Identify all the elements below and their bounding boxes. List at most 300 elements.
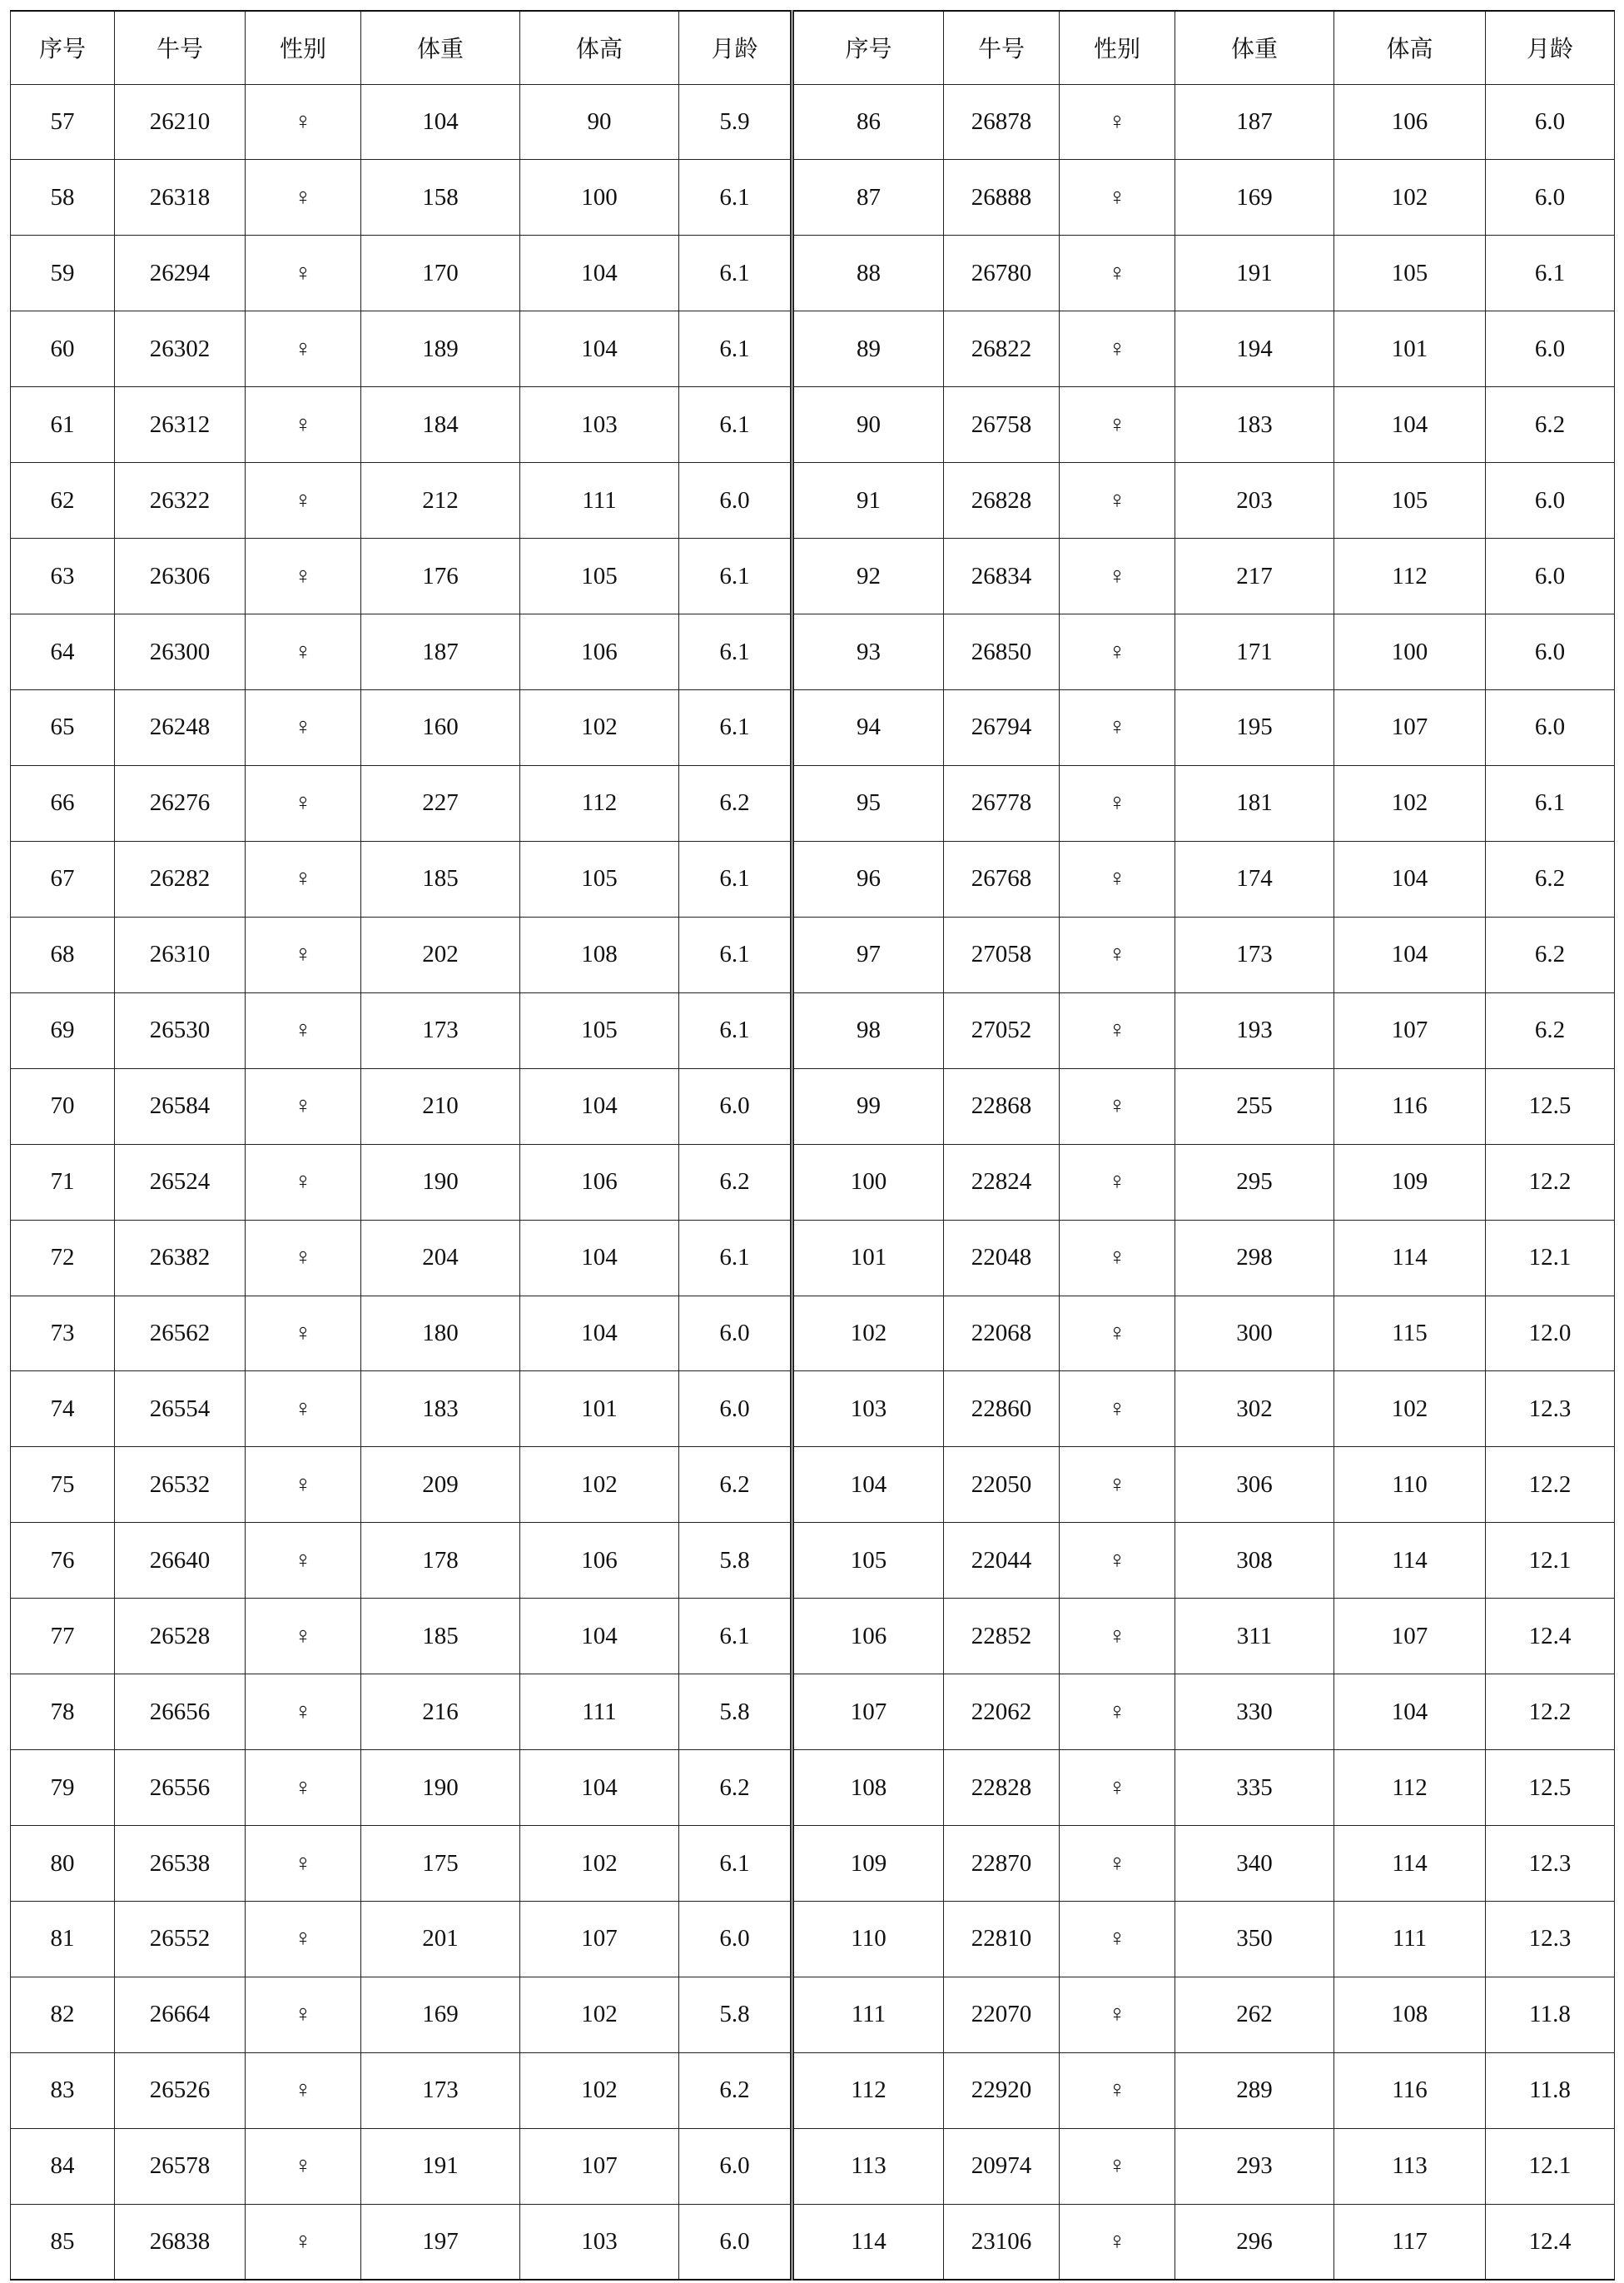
cell-age-months: 6.1 bbox=[1486, 236, 1615, 311]
table-row bbox=[11, 1674, 1615, 1750]
cell-cattle-id: 26656 bbox=[115, 1674, 246, 1750]
cell-weight: 340 bbox=[1175, 1826, 1334, 1902]
cell-index: 65 bbox=[11, 690, 115, 766]
cell-height: 108 bbox=[1334, 1977, 1486, 2052]
cell-weight: 178 bbox=[361, 1523, 520, 1599]
header-age-months: 月龄 bbox=[679, 11, 792, 84]
cell-sex: ♀ bbox=[246, 841, 361, 917]
cell-cattle-id: 22828 bbox=[944, 1750, 1060, 1826]
cell-age-months: 12.1 bbox=[1486, 1523, 1615, 1599]
header-weight: 体重 bbox=[361, 11, 520, 84]
cell-height: 104 bbox=[1334, 1674, 1486, 1750]
cell-weight: 173 bbox=[1175, 917, 1334, 992]
cell-height: 100 bbox=[1334, 614, 1486, 690]
table-row bbox=[11, 2052, 1615, 2128]
cell-weight: 295 bbox=[1175, 1144, 1334, 1220]
cell-index: 72 bbox=[11, 1220, 115, 1296]
cell-weight: 176 bbox=[361, 539, 520, 614]
cell-index: 61 bbox=[11, 387, 115, 463]
cell-sex: ♀ bbox=[246, 690, 361, 766]
cell-height: 103 bbox=[520, 2204, 679, 2280]
table-row bbox=[11, 160, 1615, 236]
cell-height: 112 bbox=[520, 765, 679, 841]
table-row bbox=[11, 1068, 1615, 1144]
cell-age-months: 5.8 bbox=[679, 1523, 792, 1599]
cell-age-months: 12.1 bbox=[1486, 2128, 1615, 2204]
cell-weight: 217 bbox=[1175, 539, 1334, 614]
cell-index: 93 bbox=[792, 614, 944, 690]
cell-sex: ♀ bbox=[1060, 1902, 1175, 1977]
cell-age-months: 6.0 bbox=[1486, 539, 1615, 614]
cell-age-months: 11.8 bbox=[1486, 1977, 1615, 2052]
cell-sex: ♀ bbox=[1060, 1220, 1175, 1296]
cell-index: 70 bbox=[11, 1068, 115, 1144]
cell-weight: 350 bbox=[1175, 1902, 1334, 1977]
table-row bbox=[11, 539, 1615, 614]
cell-height: 107 bbox=[1334, 690, 1486, 766]
cell-age-months: 6.0 bbox=[1486, 311, 1615, 387]
cell-weight: 190 bbox=[361, 1750, 520, 1826]
cell-sex: ♀ bbox=[246, 1674, 361, 1750]
table-row bbox=[11, 463, 1615, 539]
cell-cattle-id: 26276 bbox=[115, 765, 246, 841]
cell-weight: 330 bbox=[1175, 1674, 1334, 1750]
cell-cattle-id: 26778 bbox=[944, 765, 1060, 841]
cell-sex: ♀ bbox=[1060, 1599, 1175, 1674]
cell-cattle-id: 26302 bbox=[115, 311, 246, 387]
cell-cattle-id: 26664 bbox=[115, 1977, 246, 2052]
cell-weight: 184 bbox=[361, 387, 520, 463]
cell-cattle-id: 26838 bbox=[115, 2204, 246, 2280]
cell-weight: 262 bbox=[1175, 1977, 1334, 2052]
table-row bbox=[11, 1296, 1615, 1371]
cell-sex: ♀ bbox=[1060, 690, 1175, 766]
cell-cattle-id: 26552 bbox=[115, 1902, 246, 1977]
cell-cattle-id: 26878 bbox=[944, 84, 1060, 160]
cell-sex: ♀ bbox=[1060, 1523, 1175, 1599]
cell-cattle-id: 20974 bbox=[944, 2128, 1060, 2204]
cell-cattle-id: 26306 bbox=[115, 539, 246, 614]
cell-weight: 183 bbox=[1175, 387, 1334, 463]
cell-height: 107 bbox=[1334, 992, 1486, 1068]
cell-age-months: 12.5 bbox=[1486, 1068, 1615, 1144]
cell-age-months: 6.2 bbox=[1486, 992, 1615, 1068]
cell-index: 74 bbox=[11, 1371, 115, 1447]
cell-height: 101 bbox=[520, 1371, 679, 1447]
cell-height: 106 bbox=[520, 1144, 679, 1220]
cell-age-months: 11.8 bbox=[1486, 2052, 1615, 2128]
cell-cattle-id: 26248 bbox=[115, 690, 246, 766]
cell-cattle-id: 26780 bbox=[944, 236, 1060, 311]
table-row bbox=[11, 1220, 1615, 1296]
cell-sex: ♀ bbox=[1060, 1674, 1175, 1750]
cell-age-months: 6.2 bbox=[679, 1750, 792, 1826]
cell-weight: 173 bbox=[361, 2052, 520, 2128]
cell-height: 104 bbox=[1334, 917, 1486, 992]
cell-height: 104 bbox=[520, 1750, 679, 1826]
header-index: 序号 bbox=[792, 11, 944, 84]
cell-index: 81 bbox=[11, 1902, 115, 1977]
cell-cattle-id: 26538 bbox=[115, 1826, 246, 1902]
cell-weight: 212 bbox=[361, 463, 520, 539]
cell-age-months: 6.2 bbox=[1486, 387, 1615, 463]
cell-height: 100 bbox=[520, 160, 679, 236]
cell-weight: 289 bbox=[1175, 2052, 1334, 2128]
cell-sex: ♀ bbox=[246, 1220, 361, 1296]
cell-weight: 169 bbox=[361, 1977, 520, 2052]
cell-sex: ♀ bbox=[1060, 1068, 1175, 1144]
cell-index: 107 bbox=[792, 1674, 944, 1750]
cell-index: 90 bbox=[792, 387, 944, 463]
cell-index: 102 bbox=[792, 1296, 944, 1371]
cell-cattle-id: 26562 bbox=[115, 1296, 246, 1371]
cell-sex: ♀ bbox=[246, 1826, 361, 1902]
cell-sex: ♀ bbox=[1060, 539, 1175, 614]
cell-weight: 298 bbox=[1175, 1220, 1334, 1296]
cell-cattle-id: 22824 bbox=[944, 1144, 1060, 1220]
cell-weight: 311 bbox=[1175, 1599, 1334, 1674]
cell-cattle-id: 22048 bbox=[944, 1220, 1060, 1296]
cell-index: 83 bbox=[11, 2052, 115, 2128]
cell-index: 64 bbox=[11, 614, 115, 690]
cell-index: 94 bbox=[792, 690, 944, 766]
cell-sex: ♀ bbox=[246, 1296, 361, 1371]
cell-index: 106 bbox=[792, 1599, 944, 1674]
cell-height: 113 bbox=[1334, 2128, 1486, 2204]
cell-height: 104 bbox=[520, 1220, 679, 1296]
cell-weight: 203 bbox=[1175, 463, 1334, 539]
cell-index: 79 bbox=[11, 1750, 115, 1826]
cell-sex: ♀ bbox=[246, 1144, 361, 1220]
cell-age-months: 6.2 bbox=[679, 1144, 792, 1220]
cell-index: 114 bbox=[792, 2204, 944, 2280]
cell-age-months: 6.1 bbox=[679, 1599, 792, 1674]
cell-index: 103 bbox=[792, 1371, 944, 1447]
cell-height: 117 bbox=[1334, 2204, 1486, 2280]
cell-sex: ♀ bbox=[1060, 236, 1175, 311]
cell-height: 114 bbox=[1334, 1523, 1486, 1599]
cell-cattle-id: 26834 bbox=[944, 539, 1060, 614]
table-row bbox=[11, 1144, 1615, 1220]
cell-sex: ♀ bbox=[246, 84, 361, 160]
cell-sex: ♀ bbox=[246, 2204, 361, 2280]
cell-index: 97 bbox=[792, 917, 944, 992]
cell-height: 115 bbox=[1334, 1296, 1486, 1371]
cell-cattle-id: 22810 bbox=[944, 1902, 1060, 1977]
cell-index: 66 bbox=[11, 765, 115, 841]
table-row bbox=[11, 1826, 1615, 1902]
cell-sex: ♀ bbox=[1060, 765, 1175, 841]
cell-cattle-id: 22870 bbox=[944, 1826, 1060, 1902]
cell-index: 69 bbox=[11, 992, 115, 1068]
cell-sex: ♀ bbox=[1060, 2052, 1175, 2128]
cell-height: 105 bbox=[520, 992, 679, 1068]
cell-index: 110 bbox=[792, 1902, 944, 1977]
cell-index: 100 bbox=[792, 1144, 944, 1220]
cell-age-months: 6.1 bbox=[679, 539, 792, 614]
cell-index: 62 bbox=[11, 463, 115, 539]
cell-sex: ♀ bbox=[246, 2052, 361, 2128]
cell-sex: ♀ bbox=[1060, 841, 1175, 917]
cell-height: 104 bbox=[1334, 841, 1486, 917]
cell-age-months: 6.1 bbox=[679, 387, 792, 463]
cell-weight: 191 bbox=[361, 2128, 520, 2204]
cell-sex: ♀ bbox=[1060, 1371, 1175, 1447]
cell-height: 102 bbox=[1334, 765, 1486, 841]
cell-height: 111 bbox=[1334, 1902, 1486, 1977]
cell-cattle-id: 26322 bbox=[115, 463, 246, 539]
cell-weight: 194 bbox=[1175, 311, 1334, 387]
cell-weight: 175 bbox=[361, 1826, 520, 1902]
cell-index: 92 bbox=[792, 539, 944, 614]
cell-index: 68 bbox=[11, 917, 115, 992]
cell-cattle-id: 26282 bbox=[115, 841, 246, 917]
cell-age-months: 6.2 bbox=[679, 2052, 792, 2128]
cell-height: 101 bbox=[1334, 311, 1486, 387]
cell-cattle-id: 26888 bbox=[944, 160, 1060, 236]
cell-age-months: 12.5 bbox=[1486, 1750, 1615, 1826]
cell-weight: 293 bbox=[1175, 2128, 1334, 2204]
cell-cattle-id: 26312 bbox=[115, 387, 246, 463]
cell-index: 60 bbox=[11, 311, 115, 387]
cell-index: 73 bbox=[11, 1296, 115, 1371]
cell-age-months: 6.0 bbox=[679, 1371, 792, 1447]
cell-weight: 191 bbox=[1175, 236, 1334, 311]
cell-height: 116 bbox=[1334, 1068, 1486, 1144]
cell-index: 111 bbox=[792, 1977, 944, 2052]
cell-weight: 183 bbox=[361, 1371, 520, 1447]
header-weight: 体重 bbox=[1175, 11, 1334, 84]
cell-index: 71 bbox=[11, 1144, 115, 1220]
cell-weight: 227 bbox=[361, 765, 520, 841]
cell-index: 91 bbox=[792, 463, 944, 539]
cell-weight: 195 bbox=[1175, 690, 1334, 766]
cell-age-months: 6.0 bbox=[679, 1296, 792, 1371]
cell-index: 67 bbox=[11, 841, 115, 917]
cell-age-months: 6.1 bbox=[679, 311, 792, 387]
header-cattle-id: 牛号 bbox=[944, 11, 1060, 84]
cell-sex: ♀ bbox=[1060, 387, 1175, 463]
cell-height: 114 bbox=[1334, 1220, 1486, 1296]
cell-weight: 104 bbox=[361, 84, 520, 160]
cell-height: 104 bbox=[520, 1599, 679, 1674]
cell-age-months: 6.2 bbox=[1486, 841, 1615, 917]
cell-sex: ♀ bbox=[1060, 84, 1175, 160]
cell-height: 110 bbox=[1334, 1447, 1486, 1523]
cell-cattle-id: 22050 bbox=[944, 1447, 1060, 1523]
cell-sex: ♀ bbox=[1060, 2128, 1175, 2204]
cell-sex: ♀ bbox=[246, 1447, 361, 1523]
cell-cattle-id: 22852 bbox=[944, 1599, 1060, 1674]
cell-index: 101 bbox=[792, 1220, 944, 1296]
cell-index: 104 bbox=[792, 1447, 944, 1523]
cell-height: 104 bbox=[520, 1296, 679, 1371]
cell-sex: ♀ bbox=[1060, 917, 1175, 992]
cell-weight: 190 bbox=[361, 1144, 520, 1220]
cell-age-months: 6.0 bbox=[679, 1068, 792, 1144]
cell-cattle-id: 26828 bbox=[944, 463, 1060, 539]
cell-cattle-id: 26382 bbox=[115, 1220, 246, 1296]
cell-weight: 255 bbox=[1175, 1068, 1334, 1144]
cell-height: 108 bbox=[520, 917, 679, 992]
cell-height: 116 bbox=[1334, 2052, 1486, 2128]
header-sex: 性别 bbox=[1060, 11, 1175, 84]
cell-cattle-id: 26578 bbox=[115, 2128, 246, 2204]
cell-age-months: 6.0 bbox=[1486, 463, 1615, 539]
cell-index: 95 bbox=[792, 765, 944, 841]
cell-sex: ♀ bbox=[246, 160, 361, 236]
header-index: 序号 bbox=[11, 11, 115, 84]
cell-sex: ♀ bbox=[1060, 311, 1175, 387]
cell-height: 104 bbox=[520, 1068, 679, 1144]
cell-weight: 209 bbox=[361, 1447, 520, 1523]
cell-cattle-id: 26794 bbox=[944, 690, 1060, 766]
table-row bbox=[11, 765, 1615, 841]
cell-height: 111 bbox=[520, 463, 679, 539]
cattle-measurement-table bbox=[10, 10, 1615, 2281]
cell-age-months: 12.3 bbox=[1486, 1826, 1615, 1902]
cell-sex: ♀ bbox=[246, 614, 361, 690]
cell-height: 107 bbox=[1334, 1599, 1486, 1674]
cell-index: 99 bbox=[792, 1068, 944, 1144]
cell-age-months: 6.1 bbox=[679, 690, 792, 766]
cell-sex: ♀ bbox=[1060, 614, 1175, 690]
cell-cattle-id: 26640 bbox=[115, 1523, 246, 1599]
cell-index: 76 bbox=[11, 1523, 115, 1599]
cell-height: 106 bbox=[520, 614, 679, 690]
table-row bbox=[11, 1977, 1615, 2052]
cell-sex: ♀ bbox=[1060, 1296, 1175, 1371]
cell-weight: 210 bbox=[361, 1068, 520, 1144]
cell-sex: ♀ bbox=[246, 992, 361, 1068]
cell-height: 112 bbox=[1334, 1750, 1486, 1826]
cell-age-months: 6.1 bbox=[679, 917, 792, 992]
cell-height: 102 bbox=[1334, 1371, 1486, 1447]
table-row bbox=[11, 311, 1615, 387]
cell-cattle-id: 22068 bbox=[944, 1296, 1060, 1371]
cell-sex: ♀ bbox=[1060, 1977, 1175, 2052]
cell-index: 89 bbox=[792, 311, 944, 387]
cell-weight: 202 bbox=[361, 917, 520, 992]
cell-cattle-id: 26524 bbox=[115, 1144, 246, 1220]
cell-cattle-id: 26300 bbox=[115, 614, 246, 690]
cell-age-months: 6.0 bbox=[679, 2128, 792, 2204]
cell-height: 102 bbox=[520, 1447, 679, 1523]
table-row bbox=[11, 2128, 1615, 2204]
cell-age-months: 6.2 bbox=[679, 1447, 792, 1523]
cell-height: 105 bbox=[1334, 463, 1486, 539]
cell-index: 84 bbox=[11, 2128, 115, 2204]
cell-cattle-id: 27058 bbox=[944, 917, 1060, 992]
cell-index: 108 bbox=[792, 1750, 944, 1826]
cell-age-months: 6.1 bbox=[679, 992, 792, 1068]
cell-height: 106 bbox=[1334, 84, 1486, 160]
cell-cattle-id: 22920 bbox=[944, 2052, 1060, 2128]
table-row bbox=[11, 992, 1615, 1068]
cell-age-months: 6.1 bbox=[679, 1826, 792, 1902]
cell-weight: 204 bbox=[361, 1220, 520, 1296]
cell-cattle-id: 22860 bbox=[944, 1371, 1060, 1447]
cell-cattle-id: 22044 bbox=[944, 1523, 1060, 1599]
table-row bbox=[11, 387, 1615, 463]
table-row bbox=[11, 236, 1615, 311]
cell-sex: ♀ bbox=[246, 1523, 361, 1599]
cell-age-months: 6.0 bbox=[679, 463, 792, 539]
header-height: 体高 bbox=[1334, 11, 1486, 84]
cell-height: 90 bbox=[520, 84, 679, 160]
table-row bbox=[11, 614, 1615, 690]
cell-weight: 180 bbox=[361, 1296, 520, 1371]
cell-cattle-id: 26758 bbox=[944, 387, 1060, 463]
cell-height: 111 bbox=[520, 1674, 679, 1750]
cell-age-months: 6.0 bbox=[679, 1902, 792, 1977]
cell-index: 75 bbox=[11, 1447, 115, 1523]
cell-weight: 189 bbox=[361, 311, 520, 387]
cell-weight: 160 bbox=[361, 690, 520, 766]
cell-age-months: 5.8 bbox=[679, 1977, 792, 2052]
cell-cattle-id: 23106 bbox=[944, 2204, 1060, 2280]
cell-cattle-id: 26822 bbox=[944, 311, 1060, 387]
cell-sex: ♀ bbox=[246, 1902, 361, 1977]
cell-weight: 187 bbox=[361, 614, 520, 690]
cell-age-months: 6.1 bbox=[679, 841, 792, 917]
cell-cattle-id: 26530 bbox=[115, 992, 246, 1068]
cell-index: 59 bbox=[11, 236, 115, 311]
header-cattle-id: 牛号 bbox=[115, 11, 246, 84]
cell-sex: ♀ bbox=[246, 1750, 361, 1826]
cell-height: 107 bbox=[520, 1902, 679, 1977]
cell-weight: 171 bbox=[1175, 614, 1334, 690]
cell-weight: 296 bbox=[1175, 2204, 1334, 2280]
cell-cattle-id: 26294 bbox=[115, 236, 246, 311]
table-row bbox=[11, 1750, 1615, 1826]
cell-weight: 185 bbox=[361, 1599, 520, 1674]
cell-height: 107 bbox=[520, 2128, 679, 2204]
cell-index: 80 bbox=[11, 1826, 115, 1902]
cell-height: 105 bbox=[520, 841, 679, 917]
cell-index: 57 bbox=[11, 84, 115, 160]
cell-weight: 169 bbox=[1175, 160, 1334, 236]
cell-cattle-id: 26528 bbox=[115, 1599, 246, 1674]
cell-weight: 201 bbox=[361, 1902, 520, 1977]
cell-age-months: 12.3 bbox=[1486, 1371, 1615, 1447]
cell-weight: 174 bbox=[1175, 841, 1334, 917]
cell-index: 82 bbox=[11, 1977, 115, 2052]
cell-sex: ♀ bbox=[246, 2128, 361, 2204]
cell-index: 113 bbox=[792, 2128, 944, 2204]
cell-height: 103 bbox=[520, 387, 679, 463]
cell-age-months: 6.1 bbox=[679, 236, 792, 311]
header-sex: 性别 bbox=[246, 11, 361, 84]
table-row bbox=[11, 841, 1615, 917]
cell-age-months: 12.1 bbox=[1486, 1220, 1615, 1296]
cell-weight: 170 bbox=[361, 236, 520, 311]
table-row bbox=[11, 1902, 1615, 1977]
cell-index: 98 bbox=[792, 992, 944, 1068]
cell-cattle-id: 26850 bbox=[944, 614, 1060, 690]
cell-age-months: 12.2 bbox=[1486, 1674, 1615, 1750]
cell-cattle-id: 26584 bbox=[115, 1068, 246, 1144]
cell-sex: ♀ bbox=[246, 236, 361, 311]
cell-index: 112 bbox=[792, 2052, 944, 2128]
cell-age-months: 12.2 bbox=[1486, 1447, 1615, 1523]
cell-height: 104 bbox=[520, 311, 679, 387]
cell-age-months: 6.0 bbox=[1486, 690, 1615, 766]
cell-weight: 158 bbox=[361, 160, 520, 236]
cell-cattle-id: 26318 bbox=[115, 160, 246, 236]
table-row bbox=[11, 1371, 1615, 1447]
cell-sex: ♀ bbox=[246, 1599, 361, 1674]
